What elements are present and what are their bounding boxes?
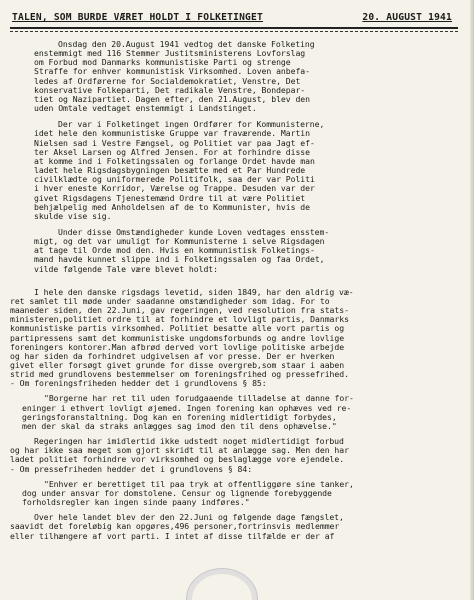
text-line: givet eller forsøgt givet grunde for disse overgreb,som staar i aaben bbox=[10, 361, 345, 370]
text-line: forholdsregler kan ingen sinde paany indføres." bbox=[22, 498, 250, 508]
speech-paragraph-3 bbox=[10, 513, 458, 540]
header-rule bbox=[10, 27, 458, 29]
text-line: - Om pressefriheden hedder det i grundlovens § 84: bbox=[10, 464, 253, 474]
quote-paragraph-84 bbox=[10, 480, 458, 507]
text-line: ministeren,politiet ordre til at forhindre et lovligt partis, Danmarks bbox=[10, 315, 349, 325]
text-line: i hver eneste Korridor, Værelse og Trappe. Desuden var der bbox=[34, 184, 315, 194]
text-line: Straffe for enhver kommunistisk Virksomhed. Loven anbefa- bbox=[34, 67, 310, 77]
text-line: skulde vise sig. bbox=[34, 211, 112, 221]
text-line: Onsdag den 20.August 1941 vedtog det danske Folketing bbox=[58, 40, 315, 49]
document-header bbox=[10, 12, 458, 24]
text-line: vilde følgende Tale være blevet holdt: bbox=[34, 264, 218, 274]
text-line: migt, og det var umuligt for Kommunisterne i selve Rigsdagen bbox=[34, 237, 325, 247]
speech-paragraph-2 bbox=[10, 437, 458, 474]
text-line: foreningers kontorer.Man afbrød derved vort lovlige politiske arbejde bbox=[10, 342, 345, 352]
document-title: TALEN, SOM BURDE VÆRET HOLDT I FOLKETINGET bbox=[12, 12, 263, 23]
text-line: "Enhver er berettiget til paa tryk at offentliggøre sine tanker, bbox=[44, 479, 354, 489]
text-line: strid med grundlovens bestemmelser om foreningsfrihed og pressefrihed. bbox=[10, 370, 349, 380]
text-line: behjælpelig med Anholdelsen af de to Kommunister, hvis de bbox=[34, 202, 310, 212]
text-line: kommunistiske partis virksomhed. Politiet besatte alle vort partis og bbox=[10, 324, 345, 334]
intro-paragraph-2 bbox=[10, 120, 458, 221]
text-line: om Forbud mod Danmarks kommunistiske Parti og strenge bbox=[34, 58, 291, 68]
text-line: Over hele landet blev der den 22.Juni og følgende dage fængslet, bbox=[34, 513, 344, 523]
text-line: ret samlet til møde under saadanne omstændigheder som idag. For to bbox=[10, 296, 330, 306]
quote-paragraph-85 bbox=[10, 394, 458, 431]
document-date: 20. AUGUST 1941 bbox=[362, 12, 452, 23]
text-line: at tage til Orde mod den. Hvis en kommunistisk Folketings- bbox=[34, 246, 315, 256]
text-line: enstemmigt med 116 Stemmer Justitsministerens Lovforslag bbox=[34, 49, 306, 59]
text-line: ladet politiet forhindre vor virksomhed og beslaglægge vore ejendele. bbox=[10, 455, 345, 465]
intro-paragraph-1 bbox=[10, 40, 458, 113]
text-line: civilklædte og uniformerede Politifolk, saa der var Politi bbox=[34, 175, 315, 185]
text-line: idet hele den kommunistiske Gruppe var fraværende. Martin bbox=[34, 129, 310, 139]
text-line: ladet hele Rigsdagsbygningen besætte med et Par Hundrede bbox=[34, 166, 306, 176]
text-line: tiet og Nazipartiet. Dagen efter, den 21.August, blev den bbox=[34, 94, 310, 104]
text-line: - Om foreningsfriheden hedder det i grundlovens § 85: bbox=[10, 379, 267, 389]
text-line: Der var i Folketinget ingen Ordfører for Kommunisterne, bbox=[58, 120, 325, 130]
text-line: uden Omtale vedtaget enstemmigt i Landstinget. bbox=[34, 104, 257, 114]
text-line: saavidt det foreløbig kan opgøres,496 personer,fortrinsvis medlemmer bbox=[10, 522, 340, 532]
archive-stamp bbox=[186, 568, 258, 600]
page-edge-shadow bbox=[470, 0, 474, 600]
text-line: Nielsen sad i Vestre Fængsel, og Politiet var paa Jagt ef- bbox=[34, 138, 315, 148]
text-line: konservative Folkeparti, Det radikale Venstre, Bondepar- bbox=[34, 85, 306, 95]
text-line: eninger i ethvert lovligt øjemed. Ingen forening kan ophæves ved re- bbox=[22, 403, 352, 413]
text-line: geringsforanstaltning. Dog kan en forening midlertidigt forbydes, bbox=[22, 412, 337, 422]
text-line: men der skal da straks anlægges sag imod den til dens ophævelse." bbox=[22, 421, 337, 431]
text-line: ter Aksel Larsen og Alfred Jensen. For at forhindre disse bbox=[34, 147, 310, 157]
text-line: dog under ansvar for domstolene. Censur og lignende forebyggende bbox=[22, 488, 332, 498]
text-line: mand havde kunnet slippe ind i Folketingssalen og faa Ordet, bbox=[34, 255, 325, 265]
text-line: Regeringen har imidlertid ikke udstedt noget midlertidigt forbud bbox=[34, 437, 344, 447]
text-line: "Borgerne har ret til uden forudgaaende tilladelse at danne for- bbox=[44, 394, 354, 404]
text-line: Under disse Omstændigheder kunde Loven vedtages ensstem- bbox=[58, 227, 330, 237]
header-rule-dashed bbox=[10, 31, 458, 32]
text-line: I hele den danske rigsdags levetid, siden 1849, har den aldrig væ- bbox=[34, 287, 354, 297]
text-line: partipressens samt det kommunistiske ungdomsforbunds og andre lovlige bbox=[10, 333, 345, 343]
text-line: at komme ind i Folketingssalen og forlange Ordet havde man bbox=[34, 156, 315, 166]
intro-paragraph-3 bbox=[10, 228, 458, 274]
text-line: ledes af Ordførerne for Socialdemokratiet, Venstre, Det bbox=[34, 76, 301, 86]
text-line: givet Rigsdagens Tjenestemænd Ordre til at være Politiet bbox=[34, 193, 306, 203]
text-line: maaneder siden, den 22.Juni, gav regeringen, ved resolution fra stats- bbox=[10, 306, 349, 316]
text-line: eller tilhængere af vort parti. I intet af disse tilfælde er der af bbox=[10, 531, 335, 541]
text-line: og har siden da forhindret udgivelsen af vor presse. Der er hverken bbox=[10, 351, 335, 361]
text-line: og har ikke saa meget som gjort skridt til at anlægge sag. Men den har bbox=[10, 446, 349, 456]
speech-paragraph-1 bbox=[10, 288, 458, 389]
